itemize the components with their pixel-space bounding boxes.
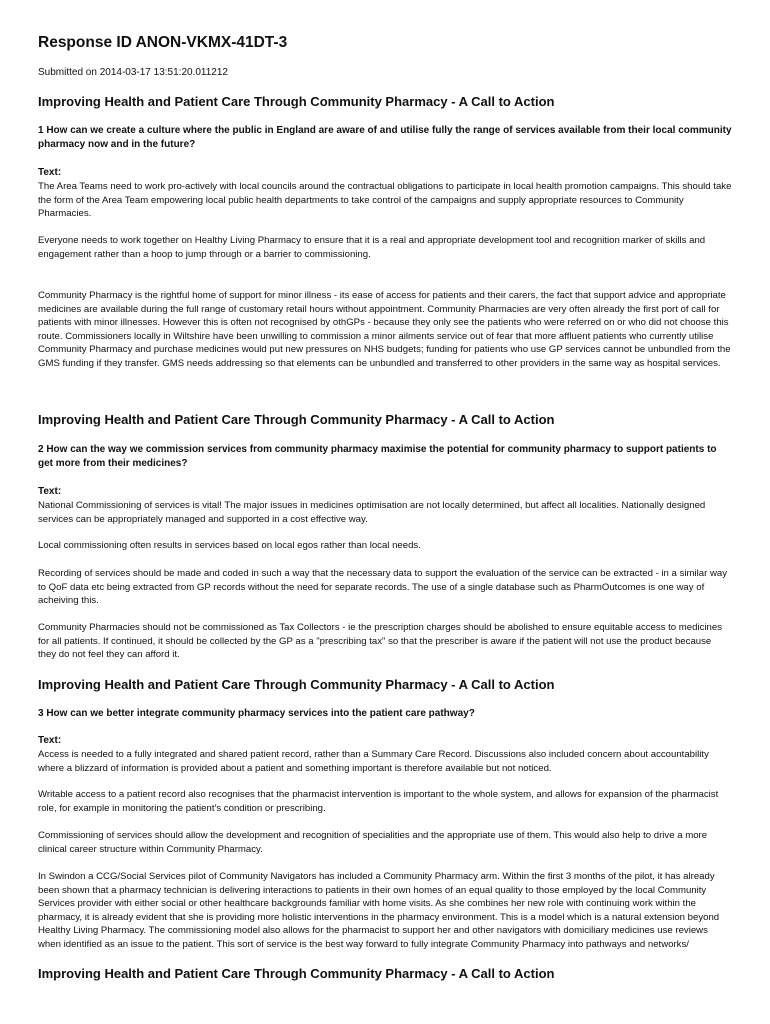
answer-2-para-4 <box>38 621 732 662</box>
answer-1-para-2 <box>38 234 732 261</box>
answer-2 <box>38 485 732 526</box>
question-2: 2 How can the way we commission services from community pharmacy maximise the potential for community pharmacy to support patients to get more from their medicines? <box>38 444 717 469</box>
answer-paragraph: Community Pharmacy is the rightful home of support for minor illness - its ease of access for patients and their carers, the fact that support advice and appropriate medicines are available during the full range of customary retail hours without appointment. Community Pharmacies are very often already the first port of call for patients with minor illnesses. However this is often not recognised by othGPs - because they only see the patients who were referred on or who did not choose this route. Commissioners locally in Wiltshire have been unwilling to commission a minor ailments service out of fear that more affluent patients who currently utilise Community Pharmacy and purchase medicines would put new pressures on NHS budgets; funding for patients who use GP services cannot be unbundled from the GMS funding if they transfer. GMS needs addressing so that elements can be unbundled and transferred to other providers in the same way as hospital services. <box>38 290 731 369</box>
text-label: Text: <box>38 486 62 497</box>
submitted-timestamp: Submitted on 2014-03-17 13:51:20.011212 <box>38 67 228 78</box>
answer-paragraph: In Swindon a CCG/Social Services pilot of Community Navigators has included a Community Pharmacy arm. Within the first 3 months of the pilot, it has already been shown that a pharmacy technician is delivering interactions to patients in their own homes of an equal quality to those employed by the local Community Services provider with either social or other healthcare backgrounds familiar with home visits. As she combines her new role with continuing work within the pharmacy, it is already evident that she is providing more holistic interventions in the pharmacy environment. This is a model which is a natural extension beyond Healthy Living Pharmacy. The commissioning model also allows for the pharmacist to support her and other navigators with domiciliary medicines use reviews when identified as an issue to the patient. This sort of service is the best way forward to fully integrate Community Pharmacy into pathways and networks/ <box>38 871 720 950</box>
response-id-heading: Response ID ANON-VKMX-41DT-3 <box>38 34 288 51</box>
section-title-4: Improving Health and Patient Care Through Community Pharmacy - A Call to Action <box>38 966 555 981</box>
answer-2-para-2 <box>38 539 732 553</box>
answer-paragraph: Access is needed to a fully integrated and shared patient record, rather than a Summary Care Record. Discussions also included concern about accountability where a blizzard of information is provided about a patient and something important is therefore available but not noticed. <box>38 749 709 774</box>
answer-paragraph: Community Pharmacies should not be commissioned as Tax Collectors - ie the prescription charges should be abolished to ensure equitable access to medicines for all patients. If continued, it should be collected by the GP as a "prescribing tax" so that the prescriber is aware if the patient will not use the product because they do not feel they can afford it. <box>38 622 722 661</box>
question-3: 3 How can we better integrate community pharmacy services into the patient care pathway? <box>38 708 475 719</box>
text-label: Text: <box>38 167 62 178</box>
answer-1 <box>38 166 732 221</box>
answer-2-para-3 <box>38 567 732 608</box>
answer-paragraph: Local commissioning often results in services based on local egos rather than local needs. <box>38 540 421 551</box>
section-title-1: Improving Health and Patient Care Through Community Pharmacy - A Call to Action <box>38 94 555 109</box>
section-title-2: Improving Health and Patient Care Through Community Pharmacy - A Call to Action <box>38 412 555 427</box>
answer-paragraph: Everyone needs to work together on Healthy Living Pharmacy to ensure that it is a real and appropriate development tool and recognition marker of skills and engagement rather than a hoop to jump through or a barrier to commissioning. <box>38 235 706 260</box>
answer-3 <box>38 734 732 775</box>
answer-3-para-2 <box>38 788 732 815</box>
answer-paragraph: Writable access to a patient record also recognises that the pharmacist intervention is important to the whole system, and allows for expansion of the pharmacist role, for example in monitoring the patient's condition or prescribing. <box>38 789 719 814</box>
answer-1-para-3 <box>38 289 732 371</box>
answer-paragraph: The Area Teams need to work pro-actively with local councils around the contractual obligations to participate in local health promotion campaigns. This should take the form of the Area Team empowering local public health departments to take control of the campaigns and supply appropriate resources to Community Pharmacies. <box>38 181 732 220</box>
answer-paragraph: Commissioning of services should allow the development and recognition of specialities and the appropriate use of them. This would also help to drive a more clinical career structure within Community Pharmacy. <box>38 830 708 855</box>
question-1: 1 How can we create a culture where the public in England are aware of and utilise fully the range of services available from their local community pharmacy now and in the future? <box>38 125 732 150</box>
answer-paragraph: Recording of services should be made and coded in such a way that the necessary data to support the evaluation of the service can be extracted - in a similar way to QoF data etc being extracted from GP records without the need for separate records. The use of a single database such as PharmOutcomes is one way of acheiving this. <box>38 568 728 607</box>
answer-paragraph: National Commissioning of services is vital! The major issues in medicines optimisation are not locally determined, but affect all localities. Nationally designed services can be appropriately managed and supported in a cost effective way. <box>38 500 706 525</box>
text-label: Text: <box>38 735 62 746</box>
answer-3-para-4 <box>38 870 732 952</box>
answer-3-para-3 <box>38 829 732 856</box>
section-title-3: Improving Health and Patient Care Through Community Pharmacy - A Call to Action <box>38 677 555 692</box>
